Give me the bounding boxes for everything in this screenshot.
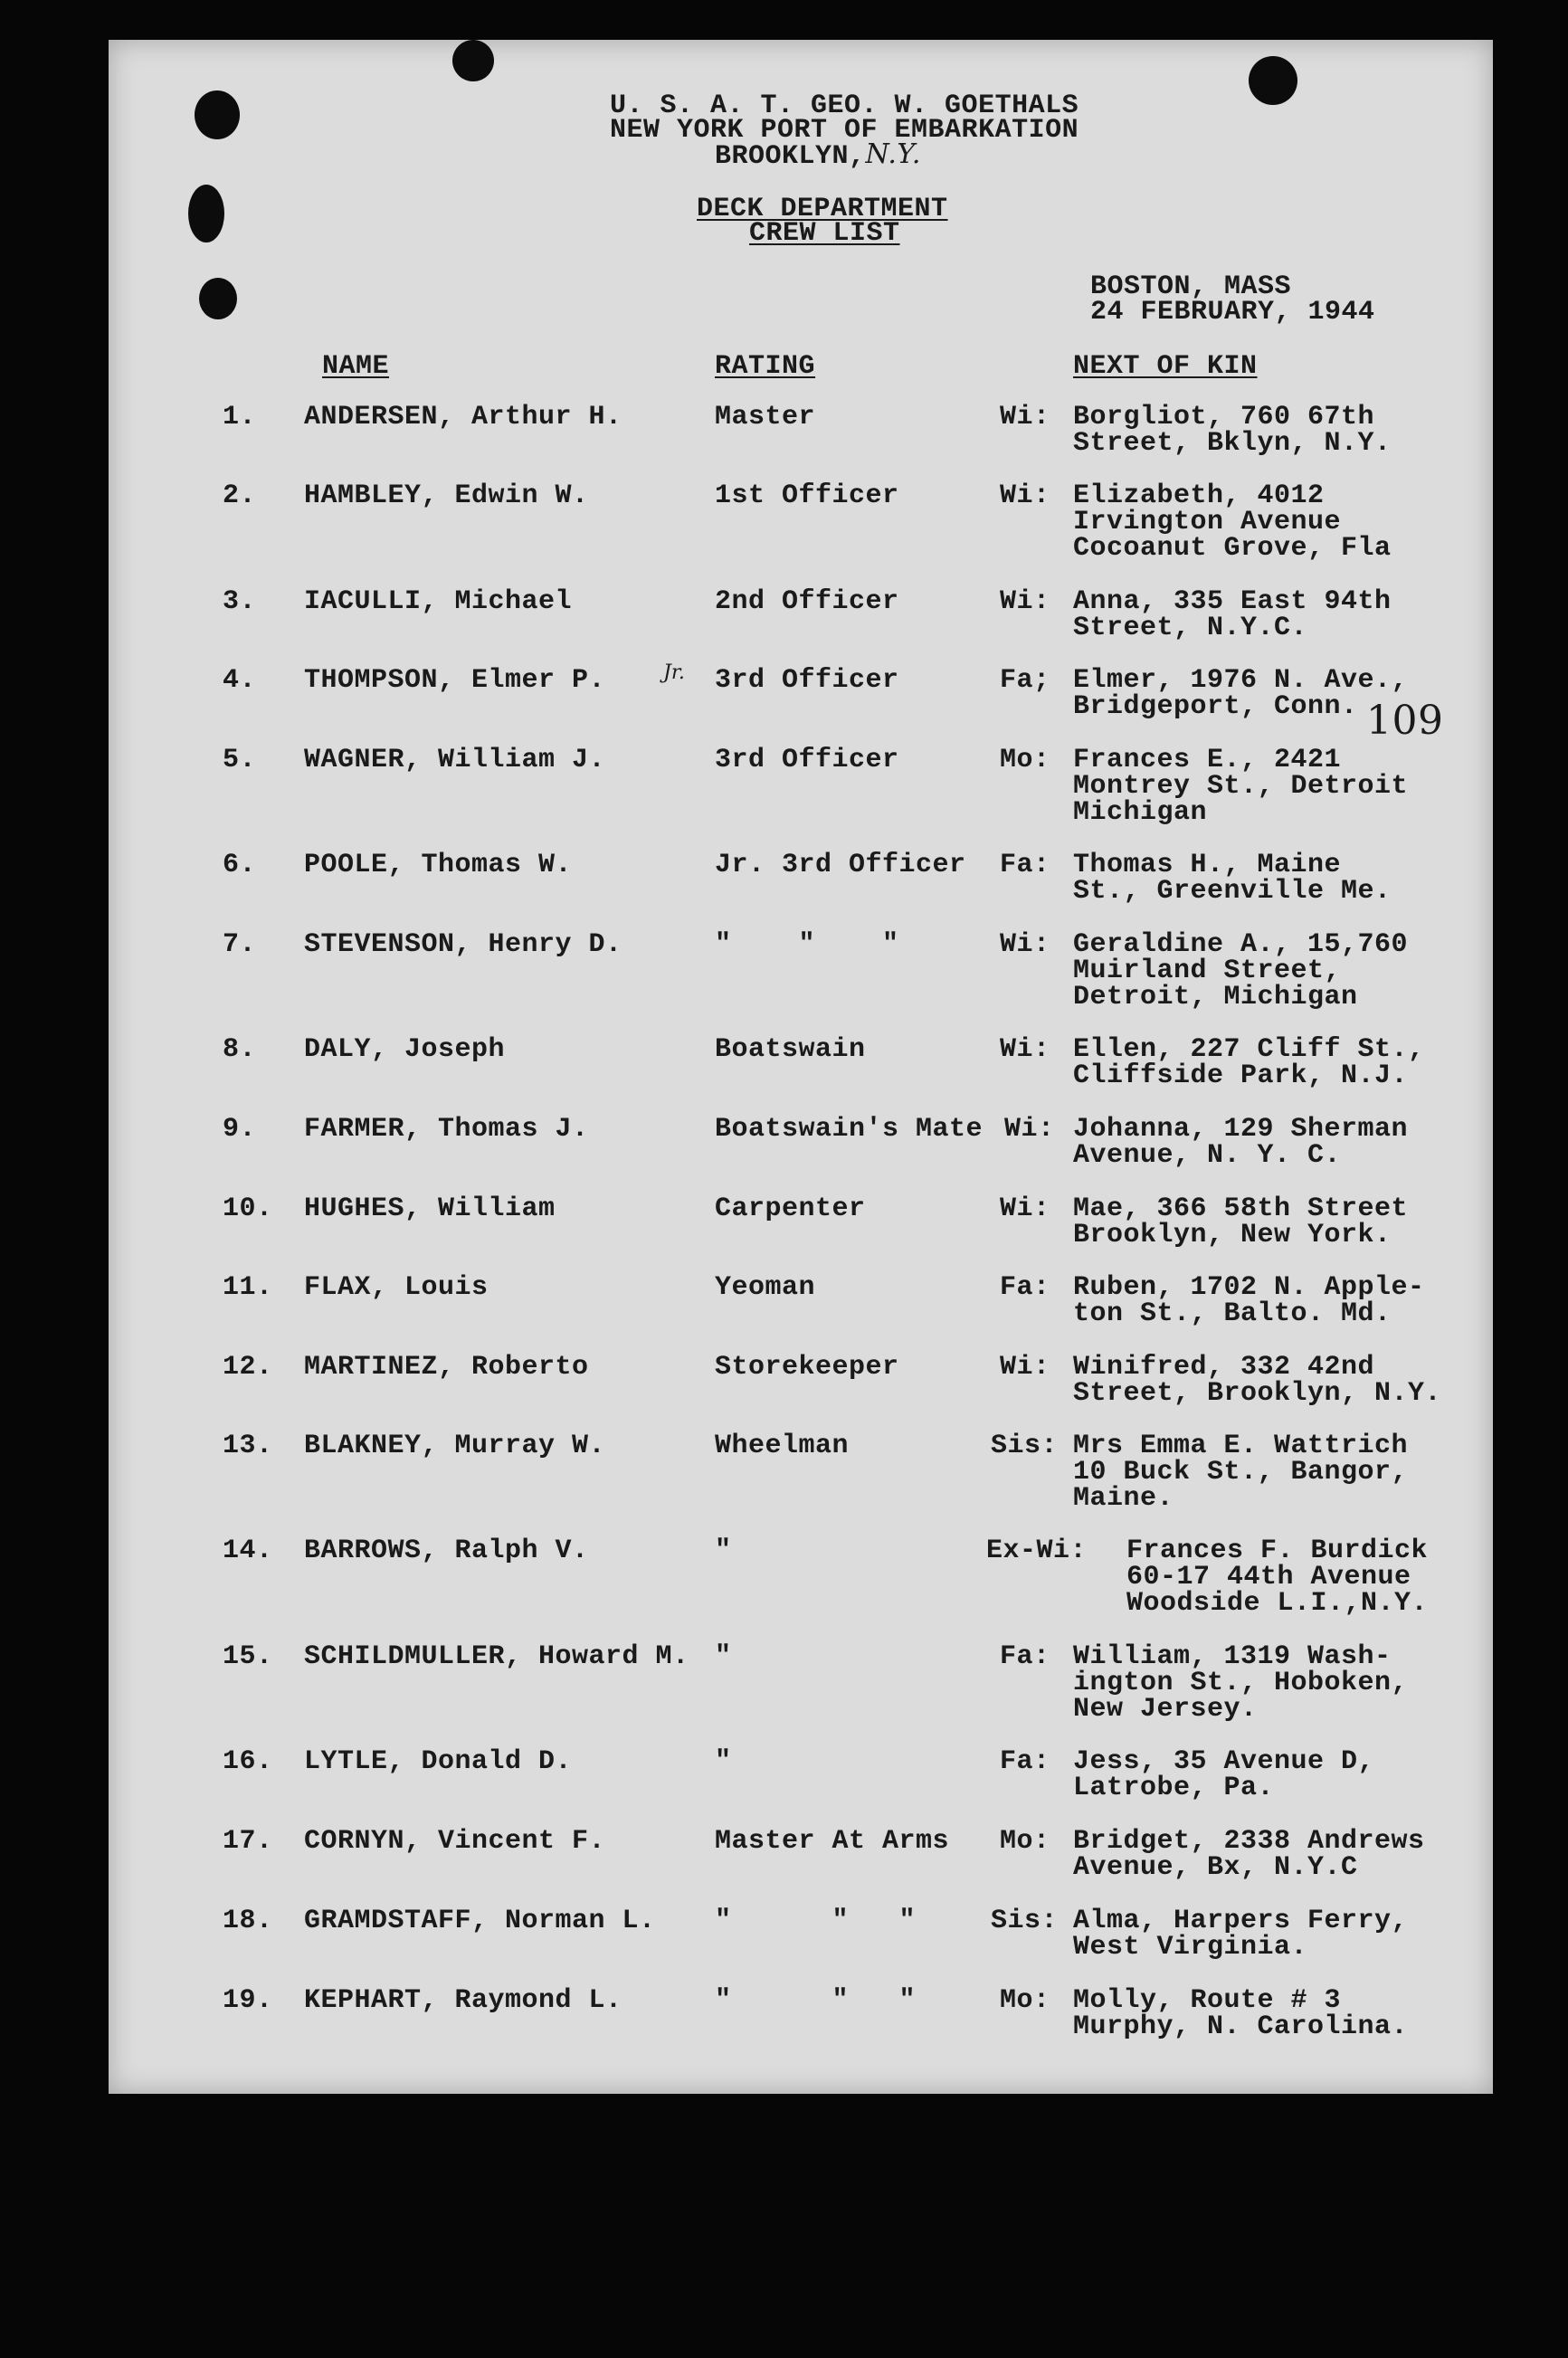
crew-next-of-kin-line: Cocoanut Grove, Fla: [1073, 533, 1392, 564]
crew-number: 16.: [223, 1746, 273, 1777]
column-header-name: NAME: [322, 351, 390, 382]
crew-next-of-kin-line: Detroit, Michigan: [1073, 982, 1358, 1013]
crew-next-of-kin-line: Frances F. Burdick: [1126, 1536, 1429, 1566]
crew-relation: Fa:: [1000, 1746, 1050, 1777]
crew-relation: Mo:: [1000, 1985, 1050, 2016]
crew-number: 18.: [223, 1906, 273, 1936]
crew-name: SCHILDMULLER, Howard M.: [304, 1641, 689, 1672]
crew-rating: ": [715, 1641, 732, 1672]
port-city: [715, 138, 921, 172]
crew-rating: " " ": [715, 1985, 917, 2016]
punch-hole: [195, 90, 240, 139]
crew-name: HAMBLEY, Edwin W.: [304, 480, 589, 511]
crew-relation: Ex-Wi:: [986, 1536, 1088, 1566]
crew-rating: Boatswain's Mate: [715, 1114, 984, 1145]
crew-next-of-kin-line: New Jersey.: [1073, 1694, 1258, 1725]
crew-name: FARMER, Thomas J.: [304, 1114, 589, 1145]
crew-rating: Master: [715, 402, 816, 433]
crew-name: STEVENSON, Henry D.: [304, 929, 622, 960]
crew-next-of-kin-line: West Virginia.: [1073, 1932, 1308, 1963]
crew-next-of-kin-line: Street, Brooklyn, N.Y.: [1073, 1378, 1442, 1409]
crew-next-of-kin-line: Bridgeport, Conn.: [1073, 691, 1358, 722]
crew-rating: Storekeeper: [715, 1352, 899, 1383]
crew-number: 1.: [223, 402, 257, 433]
crew-name: KEPHART, Raymond L.: [304, 1985, 622, 2016]
crew-next-of-kin-line: Montrey St., Detroit: [1073, 771, 1409, 802]
crew-relation: Wi:: [1000, 1352, 1050, 1383]
crew-next-of-kin-line: 10 Buck St., Bangor,: [1073, 1457, 1409, 1488]
crew-next-of-kin-line: Geraldine A., 15,760: [1073, 929, 1409, 960]
crew-number: 2.: [223, 480, 257, 511]
crew-next-of-kin-line: Alma, Harpers Ferry,: [1073, 1906, 1409, 1936]
ship-name: U. S. A. T. GEO. W. GOETHALS: [610, 90, 1079, 121]
crew-number: 17.: [223, 1826, 273, 1857]
crew-name: ANDERSEN, Arthur H.: [304, 402, 622, 433]
handwritten-suffix: Jr.: [663, 661, 685, 684]
crew-relation: Wi:: [1000, 402, 1050, 433]
date: 24 FEBRUARY, 1944: [1090, 297, 1375, 328]
document-page: [109, 40, 1493, 2094]
crew-next-of-kin-line: Mrs Emma E. Wattrich: [1073, 1431, 1409, 1461]
crew-number: 3.: [223, 586, 257, 617]
crew-next-of-kin-line: William, 1319 Wash-: [1073, 1641, 1392, 1672]
crew-next-of-kin-line: ton St., Balto. Md.: [1073, 1298, 1392, 1329]
document-title: DECK DEPARTMENT: [697, 194, 948, 224]
crew-next-of-kin-line: Jess, 35 Avenue D,: [1073, 1746, 1375, 1777]
crew-relation: Wi:: [1000, 586, 1050, 617]
crew-next-of-kin-line: Elizabeth, 4012: [1073, 480, 1325, 511]
crew-next-of-kin-line: Cliffside Park, N.J.: [1073, 1060, 1409, 1091]
crew-next-of-kin-line: Anna, 335 East 94th: [1073, 586, 1392, 617]
port-city-text: BROOKLYN,: [715, 141, 866, 172]
crew-number: 4.: [223, 665, 257, 696]
crew-number: 7.: [223, 929, 257, 960]
crew-name: CORNYN, Vincent F.: [304, 1826, 606, 1857]
crew-relation: Mo:: [1000, 745, 1050, 775]
crew-name: MARTINEZ, Roberto: [304, 1352, 589, 1383]
crew-next-of-kin-line: Brooklyn, New York.: [1073, 1220, 1392, 1250]
crew-name: LYTLE, Donald D.: [304, 1746, 573, 1777]
crew-next-of-kin-line: Irvington Avenue: [1073, 507, 1342, 537]
crew-name: BLAKNEY, Murray W.: [304, 1431, 606, 1461]
crew-next-of-kin-line: Street, Bklyn, N.Y.: [1073, 428, 1392, 459]
crew-next-of-kin-line: 60-17 44th Avenue: [1126, 1562, 1411, 1593]
crew-next-of-kin-line: Johanna, 129 Sherman: [1073, 1114, 1409, 1145]
crew-next-of-kin-line: Street, N.Y.C.: [1073, 613, 1308, 643]
crew-next-of-kin-line: Avenue, Bx, N.Y.C: [1073, 1852, 1358, 1883]
crew-rating: 3rd Officer: [715, 665, 899, 696]
crew-rating: 2nd Officer: [715, 586, 899, 617]
column-header-next-of-kin: NEXT OF KIN: [1073, 351, 1258, 382]
crew-next-of-kin-line: Mae, 366 58th Street: [1073, 1193, 1409, 1224]
crew-relation: Wi:: [1000, 1034, 1050, 1065]
crew-next-of-kin-line: Thomas H., Maine: [1073, 850, 1342, 880]
crew-relation: Sis:: [991, 1906, 1059, 1936]
crew-relation: Mo:: [1000, 1826, 1050, 1857]
crew-number: 5.: [223, 745, 257, 775]
port-name: NEW YORK PORT OF EMBARKATION: [610, 115, 1079, 146]
crew-relation: Sis:: [991, 1431, 1059, 1461]
crew-relation: Fa:: [1000, 850, 1050, 880]
handwritten-state: N.Y.: [865, 138, 921, 170]
document-subtitle: CREW LIST: [749, 218, 900, 249]
crew-number: 14.: [223, 1536, 273, 1566]
punch-hole: [188, 185, 224, 242]
crew-rating: Jr. 3rd Officer: [715, 850, 966, 880]
crew-rating: 3rd Officer: [715, 745, 899, 775]
crew-relation: Wi:: [1000, 1193, 1050, 1224]
crew-rating: Master At Arms: [715, 1826, 950, 1857]
crew-next-of-kin-line: Elmer, 1976 N. Ave.,: [1073, 665, 1409, 696]
crew-next-of-kin-line: Latrobe, Pa.: [1073, 1773, 1275, 1803]
crew-name: IACULLI, Michael: [304, 586, 573, 617]
crew-relation: Wi:: [1000, 480, 1050, 511]
crew-next-of-kin-line: St., Greenville Me.: [1073, 876, 1392, 907]
crew-name: THOMPSON, Elmer P.: [304, 665, 606, 696]
crew-next-of-kin-line: Ellen, 227 Cliff St.,: [1073, 1034, 1425, 1065]
crew-number: 9.: [223, 1114, 257, 1145]
crew-next-of-kin-line: Molly, Route # 3: [1073, 1985, 1342, 2016]
crew-number: 6.: [223, 850, 257, 880]
crew-next-of-kin-line: Frances E., 2421: [1073, 745, 1342, 775]
crew-next-of-kin-line: Woodside L.I.,N.Y.: [1126, 1588, 1429, 1619]
crew-rating: Carpenter: [715, 1193, 866, 1224]
crew-number: 15.: [223, 1641, 273, 1672]
crew-next-of-kin-line: Murphy, N. Carolina.: [1073, 2011, 1409, 2042]
crew-rating: Wheelman: [715, 1431, 850, 1461]
crew-rating: 1st Officer: [715, 480, 899, 511]
crew-next-of-kin-line: Borgliot, 760 67th: [1073, 402, 1375, 433]
crew-name: HUGHES, William: [304, 1193, 556, 1224]
crew-rating: ": [715, 1536, 732, 1566]
page-number: 109: [1366, 698, 1444, 744]
crew-next-of-kin-line: ington St., Hoboken,: [1073, 1668, 1409, 1698]
crew-number: 12.: [223, 1352, 273, 1383]
crew-rating: Yeoman: [715, 1272, 816, 1303]
crew-relation: Wi:: [1000, 929, 1050, 960]
punch-hole: [199, 278, 237, 319]
crew-name: BARROWS, Ralph V.: [304, 1536, 589, 1566]
crew-next-of-kin-line: Ruben, 1702 N. Apple-: [1073, 1272, 1425, 1303]
crew-next-of-kin-line: Bridget, 2338 Andrews: [1073, 1826, 1425, 1857]
crew-relation: Fa:: [1000, 1272, 1050, 1303]
crew-rating: ": [715, 1746, 732, 1777]
crew-number: 10.: [223, 1193, 273, 1224]
crew-rating: Boatswain: [715, 1034, 866, 1065]
place: BOSTON, MASS: [1090, 271, 1292, 302]
crew-name: DALY, Joseph: [304, 1034, 506, 1065]
crew-next-of-kin-line: Winifred, 332 42nd: [1073, 1352, 1375, 1383]
crew-name: WAGNER, William J.: [304, 745, 606, 775]
crew-relation: Wi:: [1004, 1114, 1055, 1145]
crew-relation: Fa;: [1000, 665, 1050, 696]
crew-next-of-kin-line: Avenue, N. Y. C.: [1073, 1140, 1342, 1171]
crew-number: 13.: [223, 1431, 273, 1461]
column-header-rating: RATING: [715, 351, 816, 382]
crew-rating: " " ": [715, 929, 899, 960]
crew-next-of-kin-line: Maine.: [1073, 1483, 1174, 1514]
crew-name: FLAX, Louis: [304, 1272, 489, 1303]
crew-number: 11.: [223, 1272, 273, 1303]
crew-number: 19.: [223, 1985, 273, 2016]
crew-rating: " " ": [715, 1906, 917, 1936]
crew-name: POOLE, Thomas W.: [304, 850, 573, 880]
crew-number: 8.: [223, 1034, 257, 1065]
crew-name: GRAMDSTAFF, Norman L.: [304, 1906, 656, 1936]
punch-hole: [1249, 56, 1297, 105]
crew-next-of-kin-line: Muirland Street,: [1073, 956, 1342, 986]
crew-relation: Fa:: [1000, 1641, 1050, 1672]
punch-hole: [452, 40, 494, 81]
crew-next-of-kin-line: Michigan: [1073, 797, 1208, 828]
